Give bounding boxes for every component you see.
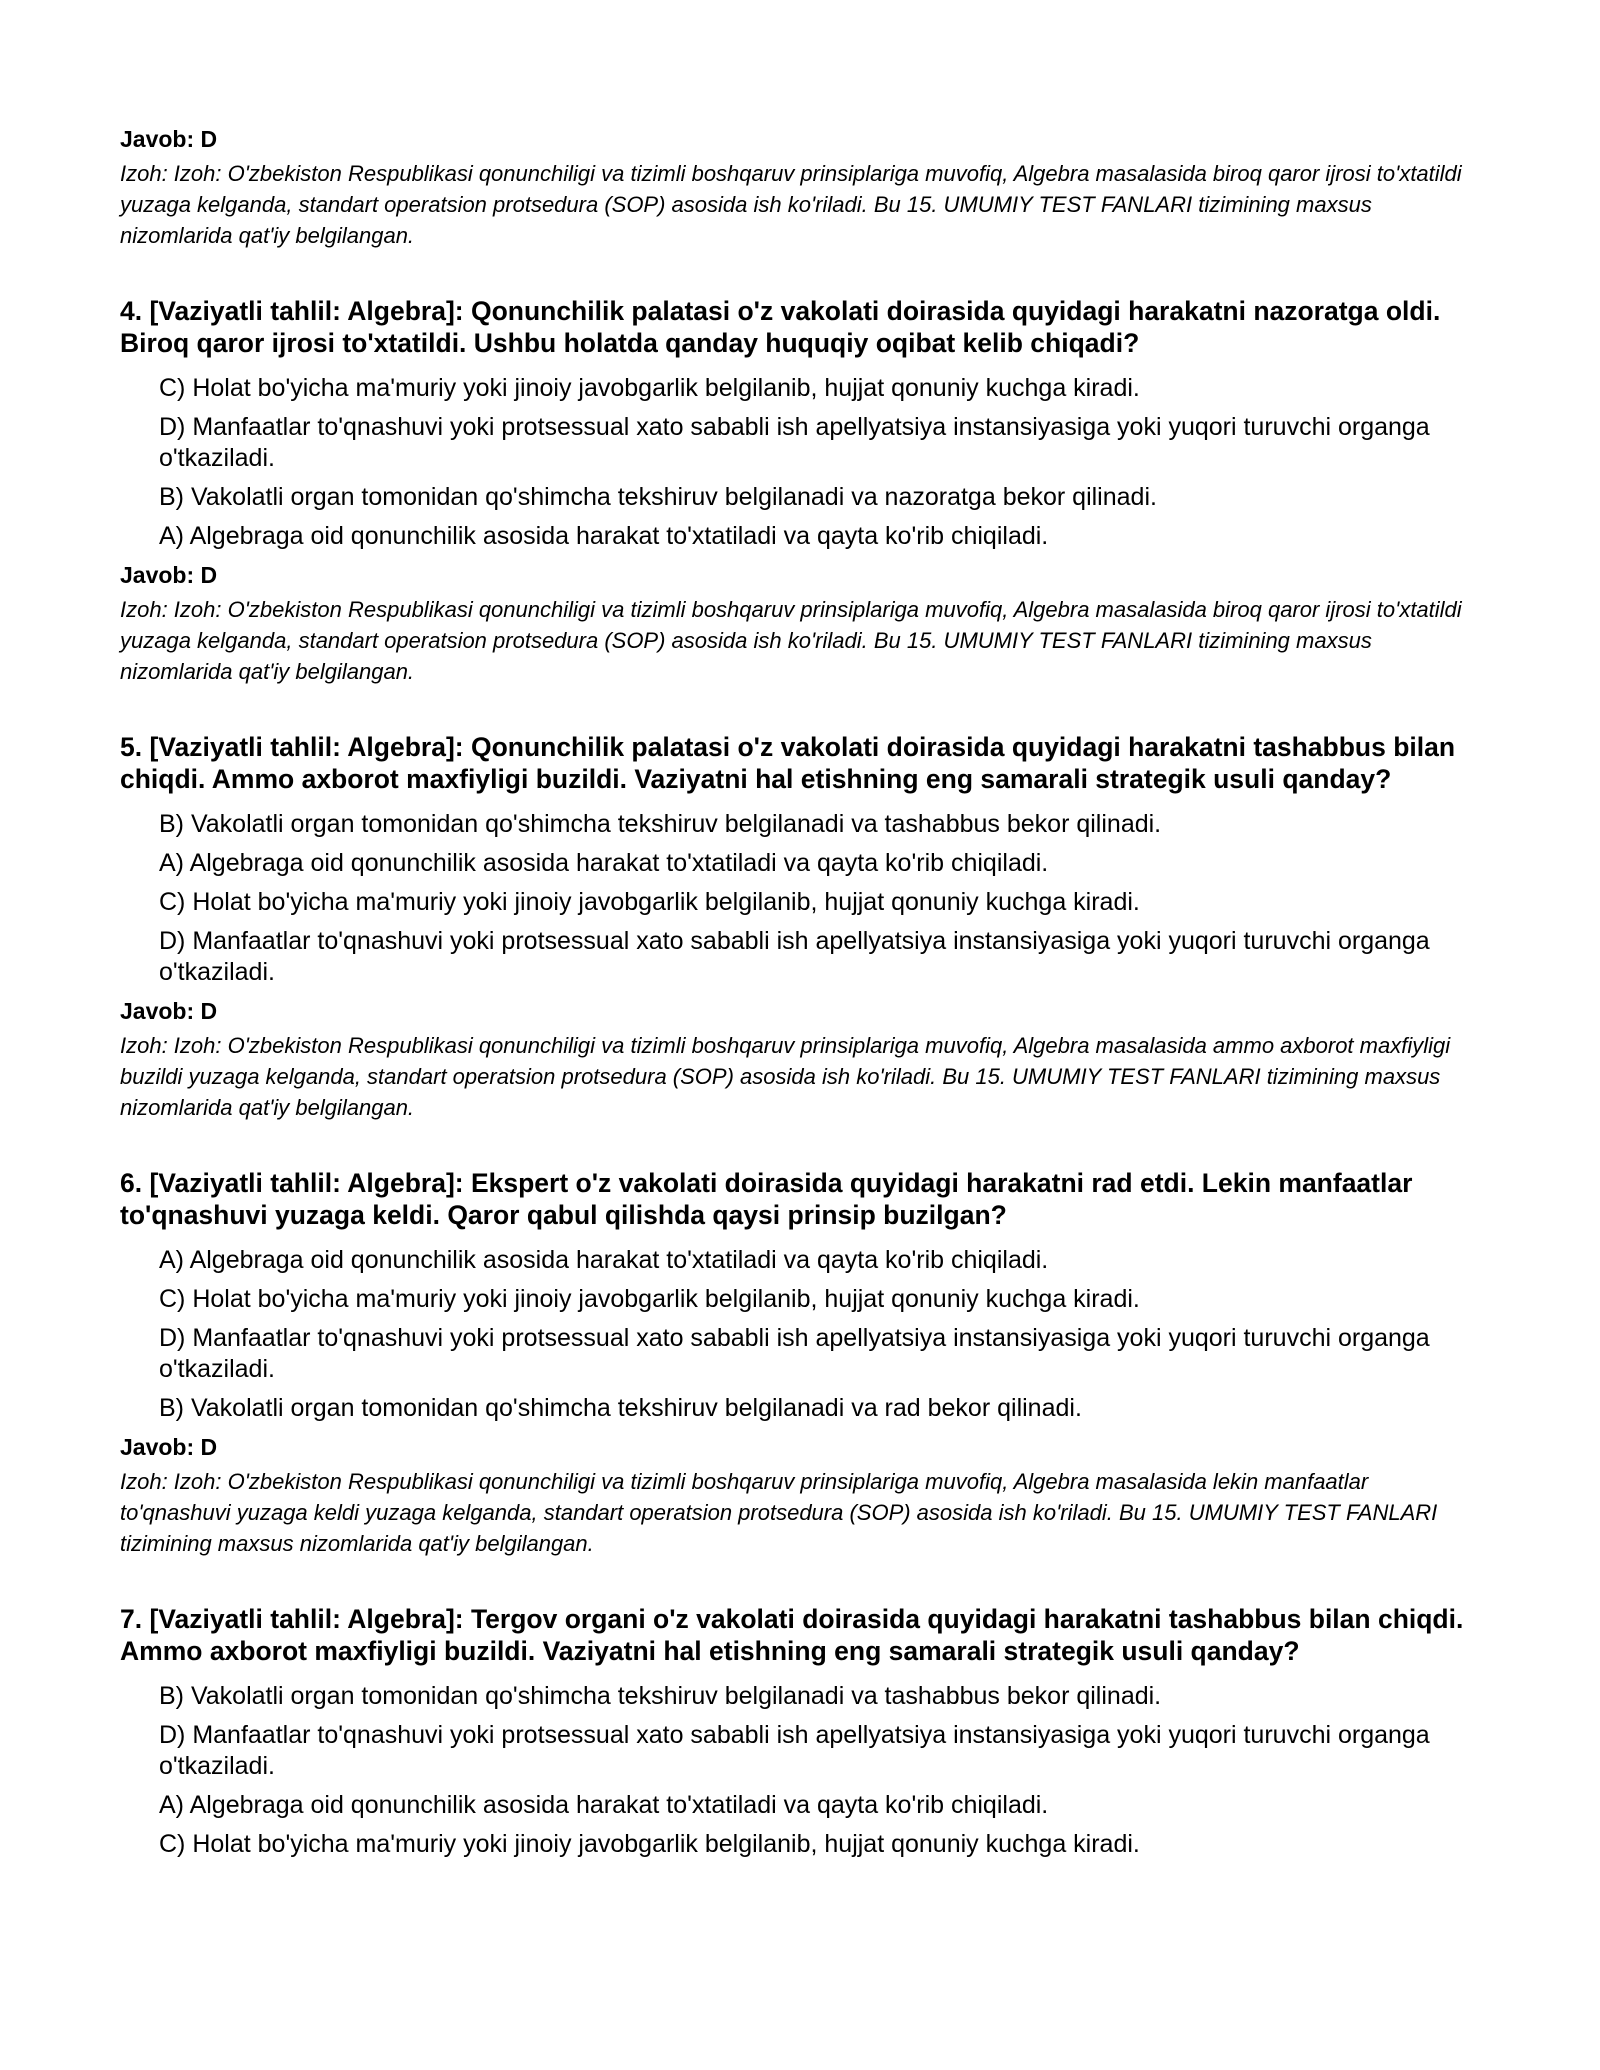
question-6 — [120, 1167, 1490, 1559]
answer-option: C) Holat bo'yicha ma'muriy yoki jinoiy javobgarlik belgilanib, hujjat qonuniy kuchga kiradi. — [159, 1285, 1140, 1313]
question-4 — [120, 295, 1490, 687]
answer-label: Javob: D — [120, 126, 218, 152]
question-title: 4. [Vaziyatli tahlil: Algebra]: Qonunchilik palatasi o'z vakolati doirasida quyidagi harakatni nazoratga oldi. Biroq qaror ijrosi to'xtatildi. Ushbu holatda qanday huquqiy oqibat kelib chiqadi? — [120, 296, 1441, 358]
answer-label: Javob: D — [120, 998, 218, 1024]
answer-option: B) Vakolatli organ tomonidan qo'shimcha tekshiruv belgilanadi va tashabbus bekor qilinadi. — [159, 1682, 1162, 1710]
answer-option: C) Holat bo'yicha ma'muriy yoki jinoiy javobgarlik belgilanib, hujjat qonuniy kuchga kiradi. — [159, 1830, 1140, 1858]
explanation-text: Izoh: Izoh: O'zbekiston Respublikasi qonunchiligi va tizimli boshqaruv prinsiplariga muvofiq, Algebra masalasida ammo axborot maxfiyligi buzildi yuzaga kelganda, standart operatsion protsedura (SOP) asosida ish ko'riladi. Bu 15. UMUMIY TEST FANLARI tizimining maxsus nizomlarida qat'iy belgilangan. — [120, 1033, 1451, 1120]
answer-option: D) Manfaatlar to'qnashuvi yoki protsessual xato sababli ish apellyatsiya instansiyasiga yoki yuqori turuvchi organga o'tkaziladi. — [159, 927, 1430, 986]
explanation-text: Izoh: Izoh: O'zbekiston Respublikasi qonunchiligi va tizimli boshqaruv prinsiplariga muvofiq, Algebra masalasida lekin manfaatlar to'qnashuvi yuzaga keldi yuzaga kelganda, standart operatsion protsedura (SOP) asosida ish ko'riladi. Bu 15. UMUMIY TEST FANLARI tizimining maxsus nizomlarida qat'iy belgilangan. — [120, 1469, 1438, 1556]
question-title: 7. [Vaziyatli tahlil: Algebra]: Tergov organi o'z vakolati doirasida quyidagi harakatni tashabbus bilan chiqdi. Ammo axborot maxfiyligi buzildi. Vaziyatni hal etishning eng samarali strategik usuli qanday? — [120, 1604, 1464, 1666]
question-title: 5. [Vaziyatli tahlil: Algebra]: Qonunchilik palatasi o'z vakolati doirasida quyidagi harakatni tashabbus bilan chiqdi. Ammo axborot maxfiyligi buzildi. Vaziyatni hal etishning eng samarali strategik usuli qanday? — [120, 732, 1456, 794]
answer-option: D) Manfaatlar to'qnashuvi yoki protsessual xato sababli ish apellyatsiya instansiyasiga yoki yuqori turuvchi organga o'tkaziladi. — [159, 1324, 1430, 1383]
answer-label: Javob: D — [120, 1434, 218, 1460]
answer-label: Javob: D — [120, 562, 218, 588]
question-5 — [120, 731, 1490, 1123]
answer-option: C) Holat bo'yicha ma'muriy yoki jinoiy javobgarlik belgilanib, hujjat qonuniy kuchga kiradi. — [159, 888, 1140, 916]
answer-option: B) Vakolatli organ tomonidan qo'shimcha tekshiruv belgilanadi va nazoratga bekor qilinadi. — [159, 483, 1157, 511]
answer-option: B) Vakolatli organ tomonidan qo'shimcha tekshiruv belgilanadi va rad bekor qilinadi. — [159, 1394, 1082, 1422]
answer-option: A) Algebraga oid qonunchilik asosida harakat to'xtatiladi va qayta ko'rib chiqiladi. — [159, 1791, 1049, 1819]
previous-answer-block — [120, 124, 1490, 251]
explanation-text: Izoh: Izoh: O'zbekiston Respublikasi qonunchiligi va tizimli boshqaruv prinsiplariga muvofiq, Algebra masalasida biroq qaror ijrosi to'xtatildi yuzaga kelganda, standart operatsion protsedura (SOP) asosida ish ko'riladi. Bu 15. UMUMIY TEST FANLARI tizimining maxsus nizomlarida qat'iy belgilangan. — [120, 597, 1462, 684]
answer-option: D) Manfaatlar to'qnashuvi yoki protsessual xato sababli ish apellyatsiya instansiyasiga yoki yuqori turuvchi organga o'tkaziladi. — [159, 1721, 1430, 1780]
explanation-text: Izoh: Izoh: O'zbekiston Respublikasi qonunchiligi va tizimli boshqaruv prinsiplariga muvofiq, Algebra masalasida biroq qaror ijrosi to'xtatildi yuzaga kelganda, standart operatsion protsedura (SOP) asosida ish ko'riladi. Bu 15. UMUMIY TEST FANLARI tizimining maxsus nizomlarida qat'iy belgilangan. — [120, 161, 1462, 248]
answer-option: A) Algebraga oid qonunchilik asosida harakat to'xtatiladi va qayta ko'rib chiqiladi. — [159, 1246, 1049, 1274]
answer-option: C) Holat bo'yicha ma'muriy yoki jinoiy javobgarlik belgilanib, hujjat qonuniy kuchga kiradi. — [159, 374, 1140, 402]
answer-option: B) Vakolatli organ tomonidan qo'shimcha tekshiruv belgilanadi va tashabbus bekor qilinadi. — [159, 810, 1162, 838]
question-title: 6. [Vaziyatli tahlil: Algebra]: Ekspert o'z vakolati doirasida quyidagi harakatni rad etdi. Lekin manfaatlar to'qnashuvi yuzaga keldi. Qaror qabul qilishda qaysi prinsip buzilgan? — [120, 1168, 1413, 1230]
answer-option: A) Algebraga oid qonunchilik asosida harakat to'xtatiladi va qayta ko'rib chiqiladi. — [159, 522, 1049, 550]
answer-option: D) Manfaatlar to'qnashuvi yoki protsessual xato sababli ish apellyatsiya instansiyasiga yoki yuqori turuvchi organga o'tkaziladi. — [159, 413, 1430, 472]
answer-option: A) Algebraga oid qonunchilik asosida harakat to'xtatiladi va qayta ko'rib chiqiladi. — [159, 849, 1049, 877]
question-7 — [120, 1603, 1490, 1860]
